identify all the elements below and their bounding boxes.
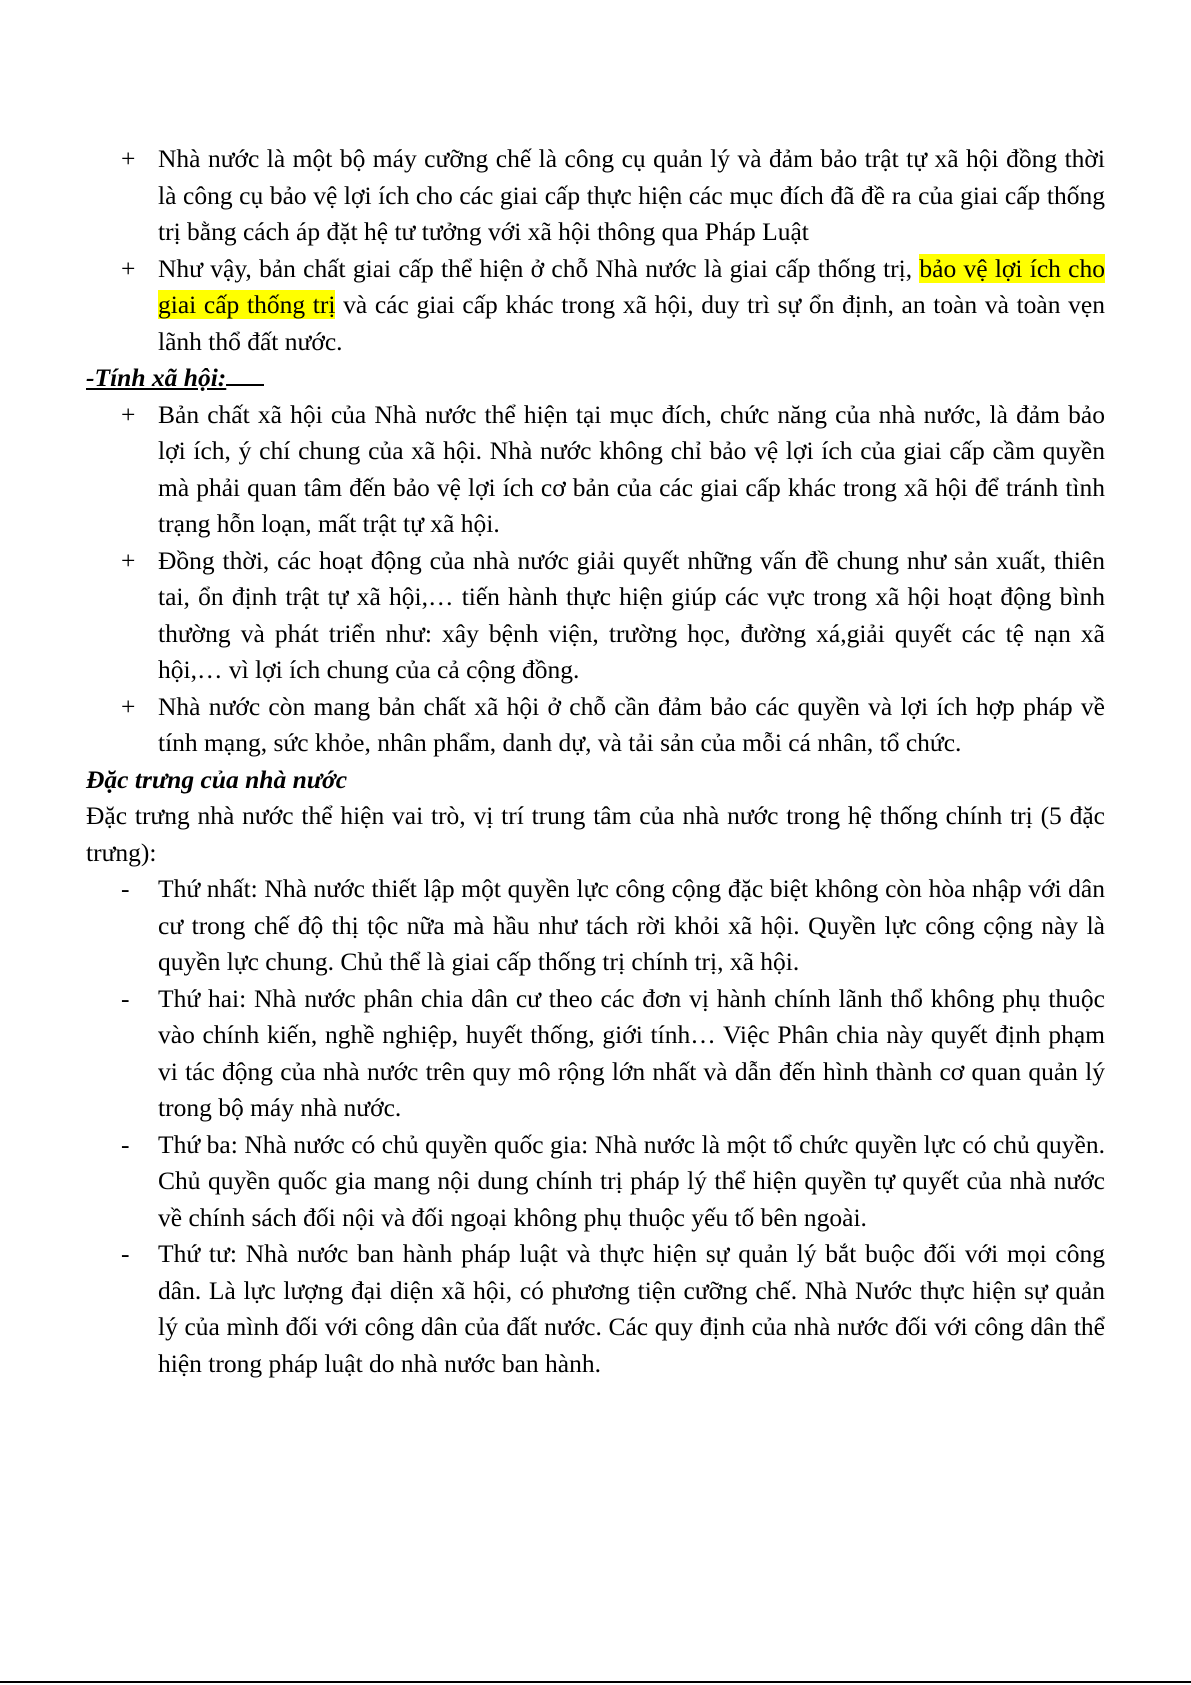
- features-section: [86, 762, 1105, 1383]
- list-item: [86, 871, 1105, 981]
- list-item: [86, 141, 1105, 251]
- page-bottom-rule: [0, 1681, 1191, 1683]
- list-item-text: Bản chất xã hội của Nhà nước thể hiện tại mục đích, chức năng của nhà nước, là đảm bảo lợi ích, ý chí chung của xã hội. Nhà nước không chỉ bảo vệ lợi ích của giai cấp cầm quyền mà phải quan tâm đến bảo vệ lợi ích cơ bản của các giai cấp khác trong xã hội để tránh tình trạng hỗn loạn, mất trật tự xã hội.: [158, 399, 1105, 538]
- social-nature-section: [86, 360, 1105, 762]
- dash-marker: -: [121, 1129, 130, 1159]
- list-item-text: Thứ tư: Nhà nước ban hành pháp luật và thực hiện sự quản lý bắt buộc đối với mọi công dân. Là lực lượng đại diện xã hội, có phương tiện cưỡng chế. Nhà Nước thực hiện sự quản lý của mình đối với công dân của đất nước. Các quy định của nhà nước đối với công dân thể hiện trong pháp luật do nhà nước ban hành.: [158, 1239, 1105, 1378]
- list-item: [86, 1236, 1105, 1382]
- list-item: [86, 1127, 1105, 1237]
- text-before-highlight: Như vậy, bản chất giai cấp thể hiện ở chỗ Nhà nước là giai cấp thống trị,: [158, 253, 920, 283]
- list-item-text: Đồng thời, các hoạt động của nhà nước giải quyết những vấn đề chung như sản xuất, thiên tai, ổn định trật tự xã hội,… tiến hành thực hiện giúp các vực trong xã hội hoạt động bình thường và phát triển như: xây bệnh viện, trường học, đường xá,giải quyết các tệ nạn xã hội,… vì lợi ích chung của cả cộng đồng.: [158, 545, 1105, 684]
- bullet-marker: +: [121, 691, 136, 721]
- list-item: [86, 543, 1105, 689]
- text-after-highlight: và các giai cấp khác trong xã hội, duy trì sự ổn định, an toàn và toàn vẹn lãnh thổ đất nước.: [158, 290, 1105, 356]
- section-heading: Đặc trưng của nhà nước: [86, 764, 348, 794]
- dash-marker: -: [121, 983, 130, 1013]
- dash-marker: -: [121, 1239, 130, 1268]
- section-intro: Đặc trưng nhà nước thể hiện vai trò, vị trí trung tâm của nhà nước trong hệ thống chính trị (5 đặc trưng):: [86, 801, 1105, 867]
- dash-marker: -: [121, 874, 130, 903]
- heading-underline-tail: [226, 383, 264, 386]
- list-item-text: Thứ ba: Nhà nước có chủ quyền quốc gia: Nhà nước là một tổ chức quyền lực có chủ quyền. Chủ quyền quốc gia mang nội dung chính trị pháp lý thể hiện quyền tự quyết của nhà nước về chính sách đối nội và đối ngoại không phụ thuộc yếu tố bên ngoài.: [158, 1129, 1105, 1232]
- social-nature-heading-row: [86, 360, 1105, 397]
- list-item-text: [158, 254, 1105, 356]
- list-item-text: Nhà nước còn mang bản chất xã hội ở chỗ cần đảm bảo các quyền và lợi ích hợp pháp về tính mạng, sức khỏe, nhân phẩm, danh dự, và tải sản của mỗi cá nhân, tổ chức.: [158, 691, 1105, 757]
- class-nature-section: [86, 141, 1105, 360]
- list-item-text: Thứ hai: Nhà nước phân chia dân cư theo các đơn vị hành chính lãnh thổ không phụ thuộc vào chính kiến, nghề nghiệp, huyết thống, giới tính… Việc Phân chia này quyết định phạm vi tác động của nhà nước trên quy mô rộng lớn nhất và dẫn đến hình thành cơ quan quản lý trong bộ máy nhà nước.: [158, 983, 1105, 1122]
- bullet-marker: +: [121, 144, 136, 173]
- bullet-marker: +: [121, 399, 136, 429]
- bullet-marker: +: [121, 253, 136, 283]
- section-heading: [86, 360, 264, 397]
- list-item: [86, 397, 1105, 543]
- list-item-text: Thứ nhất: Nhà nước thiết lập một quyền lực công cộng đặc biệt không còn hòa nhập với dân cư trong chế độ thị tộc nữa mà hầu như tách rời khỏi xã hội. Quyền lực công cộng này là quyền lực chung. Chủ thể là giai cấp thống trị chính trị, xã hội.: [158, 874, 1105, 976]
- list-item: [86, 251, 1105, 361]
- highlighted-text: bảo vệ lợi ích cho giai cấp thống trị: [158, 253, 1105, 319]
- bullet-marker: +: [121, 545, 136, 575]
- list-item: [86, 689, 1105, 762]
- section-heading-text: -Tính xã hội:: [86, 363, 227, 392]
- list-item-text: Nhà nước là một bộ máy cưỡng chế là công cụ quản lý và đảm bảo trật tự xã hội đồng thời là công cụ bảo vệ lợi ích cho các giai cấp thực hiện các mục đích đã đề ra của giai cấp thống trị bằng cách áp đặt hệ tư tưởng với xã hội thông qua Pháp Luật: [158, 144, 1105, 246]
- list-item: [86, 981, 1105, 1127]
